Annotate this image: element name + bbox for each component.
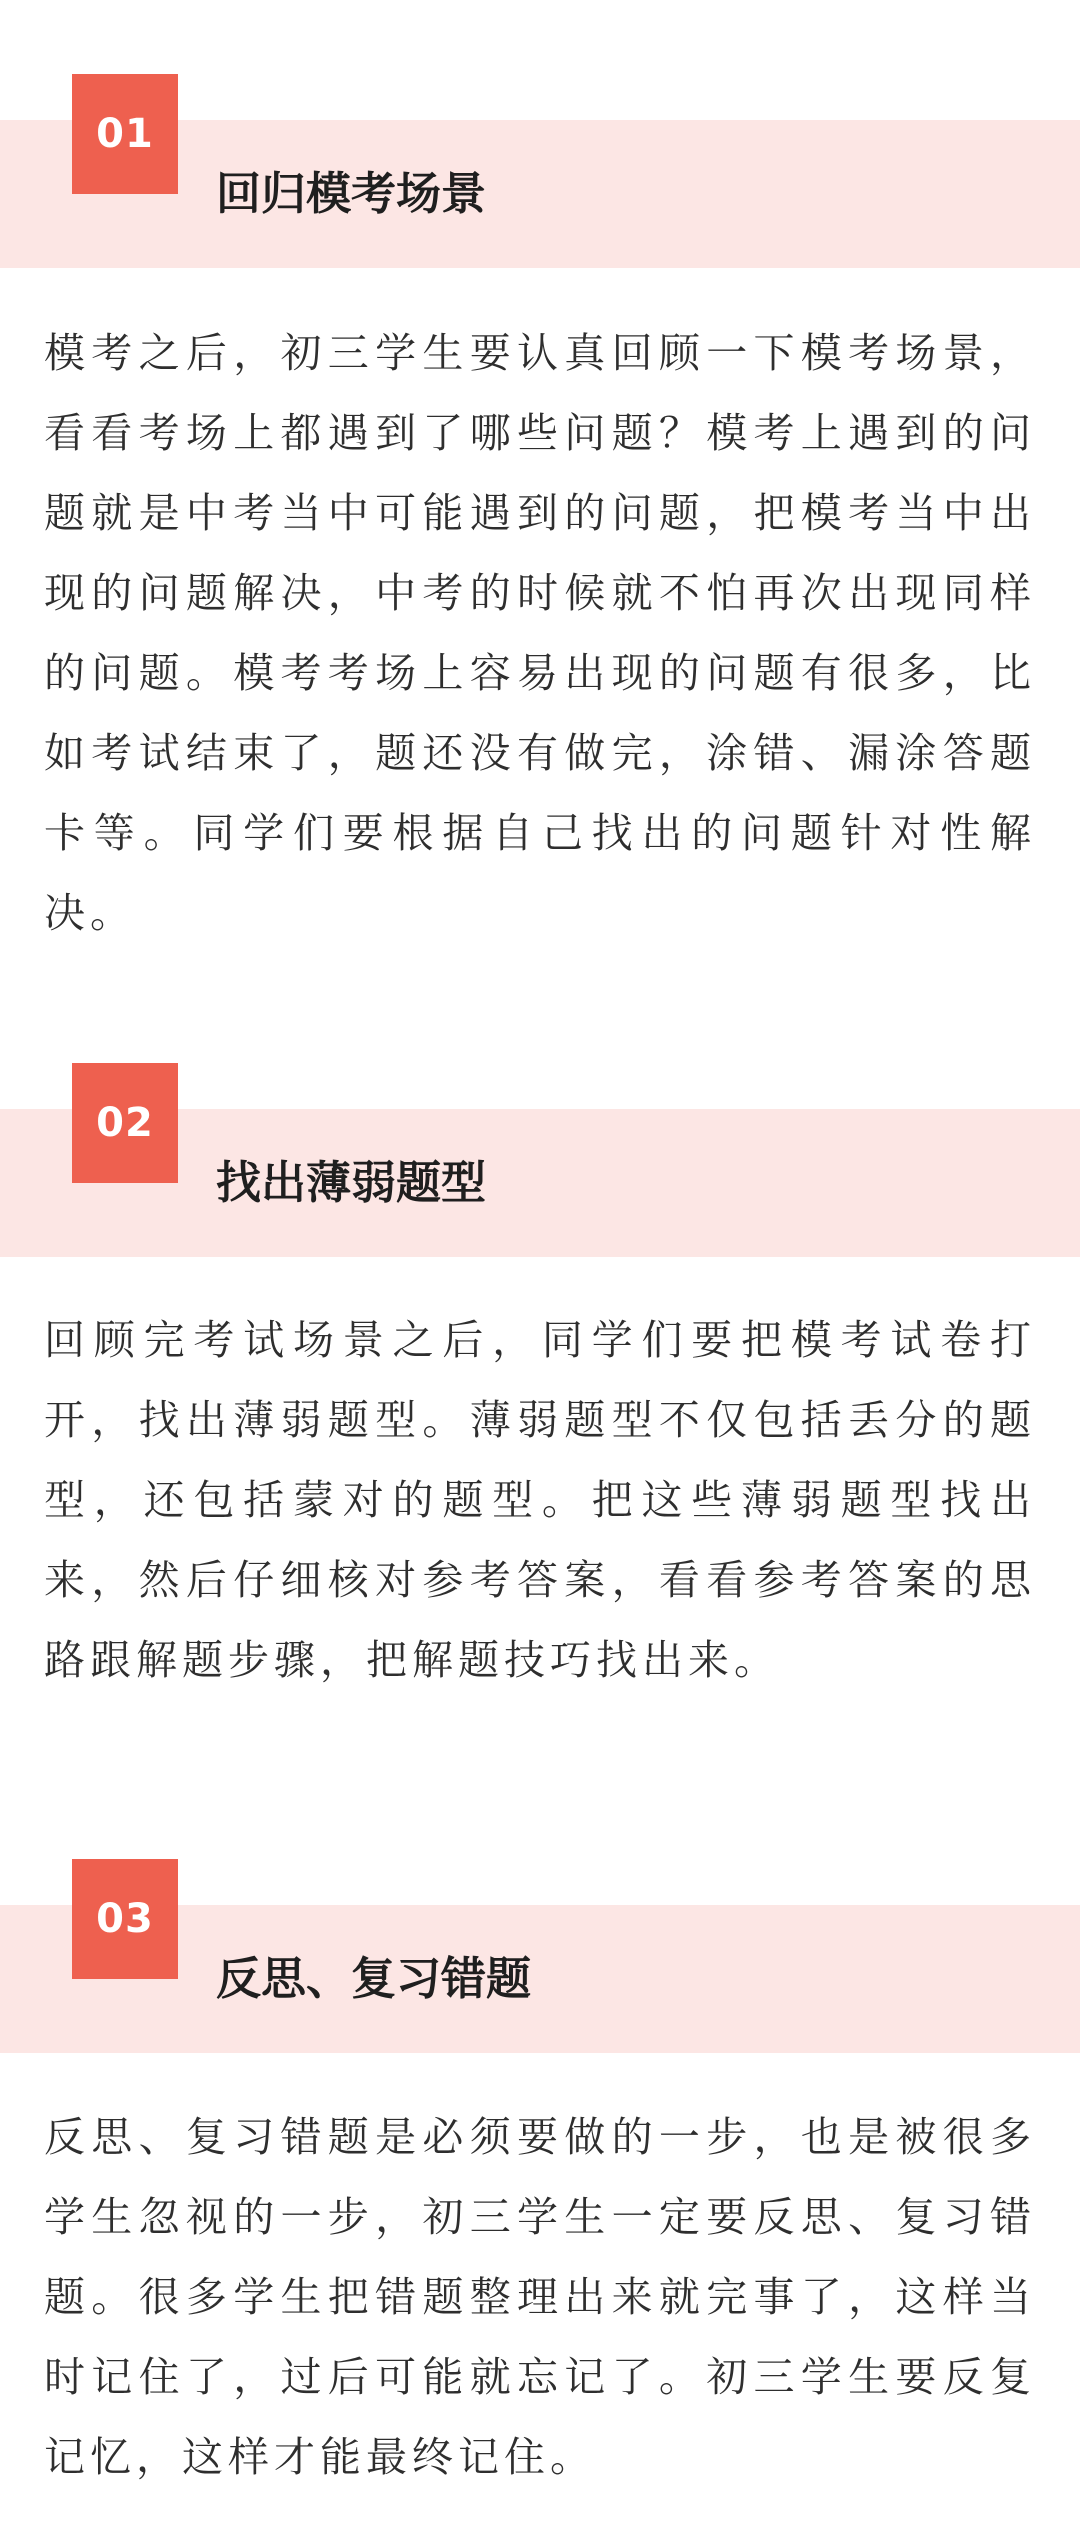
section-2-body: 回顾完考试场景之后，同学们要把模考试卷打开，找出薄弱题型。薄弱题型不仅包括丢分的题型，还包括蒙对的题型。把这些薄弱题型找出来，然后仔细核对参考答案，看看参考答案的思路跟解题步骤，把解题技巧找出来。 [44,1316,1036,1684]
section-2-title: 找出薄弱题型 [216,1156,487,1209]
section-1-body: 模考之后，初三学生要认真回顾一下模考场景，看看考场上都遇到了哪些问题？模考上遇到的问题就是中考当中可能遇到的问题，把模考当中出现的问题解决，中考的时候就不怕再次出现同样的问题。模考考场上容易出现的问题有很多，比如考试结束了，题还没有做完，涂错、漏涂答题卡等。同学们要根据自己找出的问题针对性解决。 [44,329,1036,937]
section-1-number-badge: 01 [72,74,178,194]
section-1-title: 回归模考场景 [216,167,487,220]
section-3-body: 反思、复习错题是必须要做的一步，也是被很多学生忽视的一步，初三学生一定要反思、复习错题。很多学生把错题整理出来就完事了，这样当时记住了，过后可能就忘记了。初三学生要反复记忆，这样才能最终记住。 [44,2113,1036,2481]
section-3-number-badge: 03 [72,1859,178,1979]
section-2-number-badge: 02 [72,1063,178,1183]
section-3-title: 反思、复习错题 [216,1952,532,2005]
